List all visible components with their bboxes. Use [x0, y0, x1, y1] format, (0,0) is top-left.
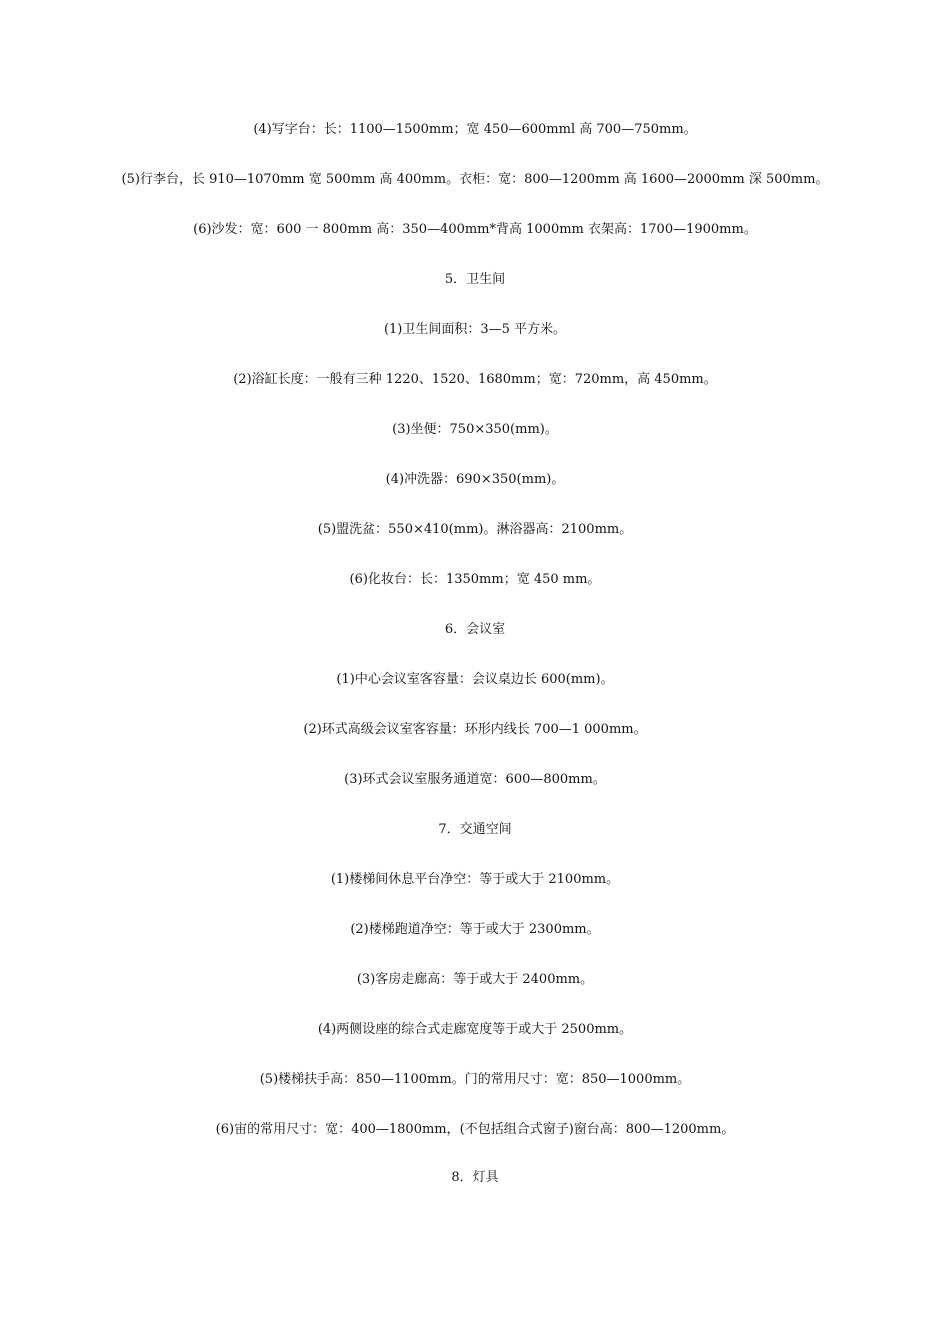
section-heading-lighting: 8．灯具 [451, 1170, 499, 1185]
section-heading-bathroom: 5．卫生间 [444, 272, 506, 287]
section-heading-circulation-space: 7．交通空间 [438, 822, 512, 837]
flusher-size-line: (4)冲洗器：690×350(mm)。 [385, 472, 565, 487]
sofa-coat-rack-line: (6)沙发：宽：600 一 800mm 高：350—400mm*背高 1000mm 衣架高：1700—1900mm。 [193, 222, 757, 237]
bathroom-area-line: (1)卫生间面积：3—5 平方米。 [383, 322, 567, 337]
window-size-line: (6)宙的常用尺寸：宽：400—1800mm，(不包括组合式窗子)窗台高：800—1200mm。 [215, 1122, 735, 1137]
ring-meeting-room-capacity-line: (2)环式高级会议室客容量：环形内线长 700—1 000mm。 [303, 722, 647, 737]
luggage-rack-wardrobe-line: (5)行李台，长 910—1070mm 宽 500mm 高 400mm。衣柜：宽：800—1200mm 高 1600—2000mm 深 500mm。 [121, 172, 829, 187]
vanity-size-line: (6)化妆台：长：1350mm；宽 450 mm。 [349, 572, 601, 587]
bathtub-size-line: (2)浴缸长度：一般有三种 1220、1520、1680mm；宽：720mm，高 450mm。 [233, 372, 717, 387]
ring-meeting-room-aisle-line: (3)环式会议室服务通道宽：600—800mm。 [344, 772, 606, 787]
guestroom-corridor-height-line: (3)客房走廊高：等于或大于 2400mm。 [356, 972, 594, 987]
stair-run-clearance-line: (2)楼梯跑道净空：等于或大于 2300mm。 [350, 922, 600, 937]
washbasin-shower-line: (5)盟洗盆：550×410(mm)。淋浴器高：2100mm。 [317, 522, 633, 537]
stair-landing-clearance-line: (1)楼梯间休息平台净空：等于或大于 2100mm。 [330, 872, 620, 887]
central-meeting-room-line: (1)中心会议室客容量：会议桌边长 600(mm)。 [336, 672, 614, 687]
toilet-size-line: (3)坐便：750×350(mm)。 [392, 422, 558, 437]
handrail-door-size-line: (5)楼梯扶手高：850—1100mm。门的常用尺寸：宽：850—1000mm。 [259, 1072, 691, 1087]
section-heading-meeting-room: 6．会议室 [444, 622, 506, 637]
corridor-width-line: (4)两侧设座的综合式走廊宽度等于或大于 2500mm。 [317, 1022, 633, 1037]
desk-size-line: (4)写字台：长：1100—1500mm；宽 450—600mml 高 700—750mm。 [253, 122, 697, 137]
